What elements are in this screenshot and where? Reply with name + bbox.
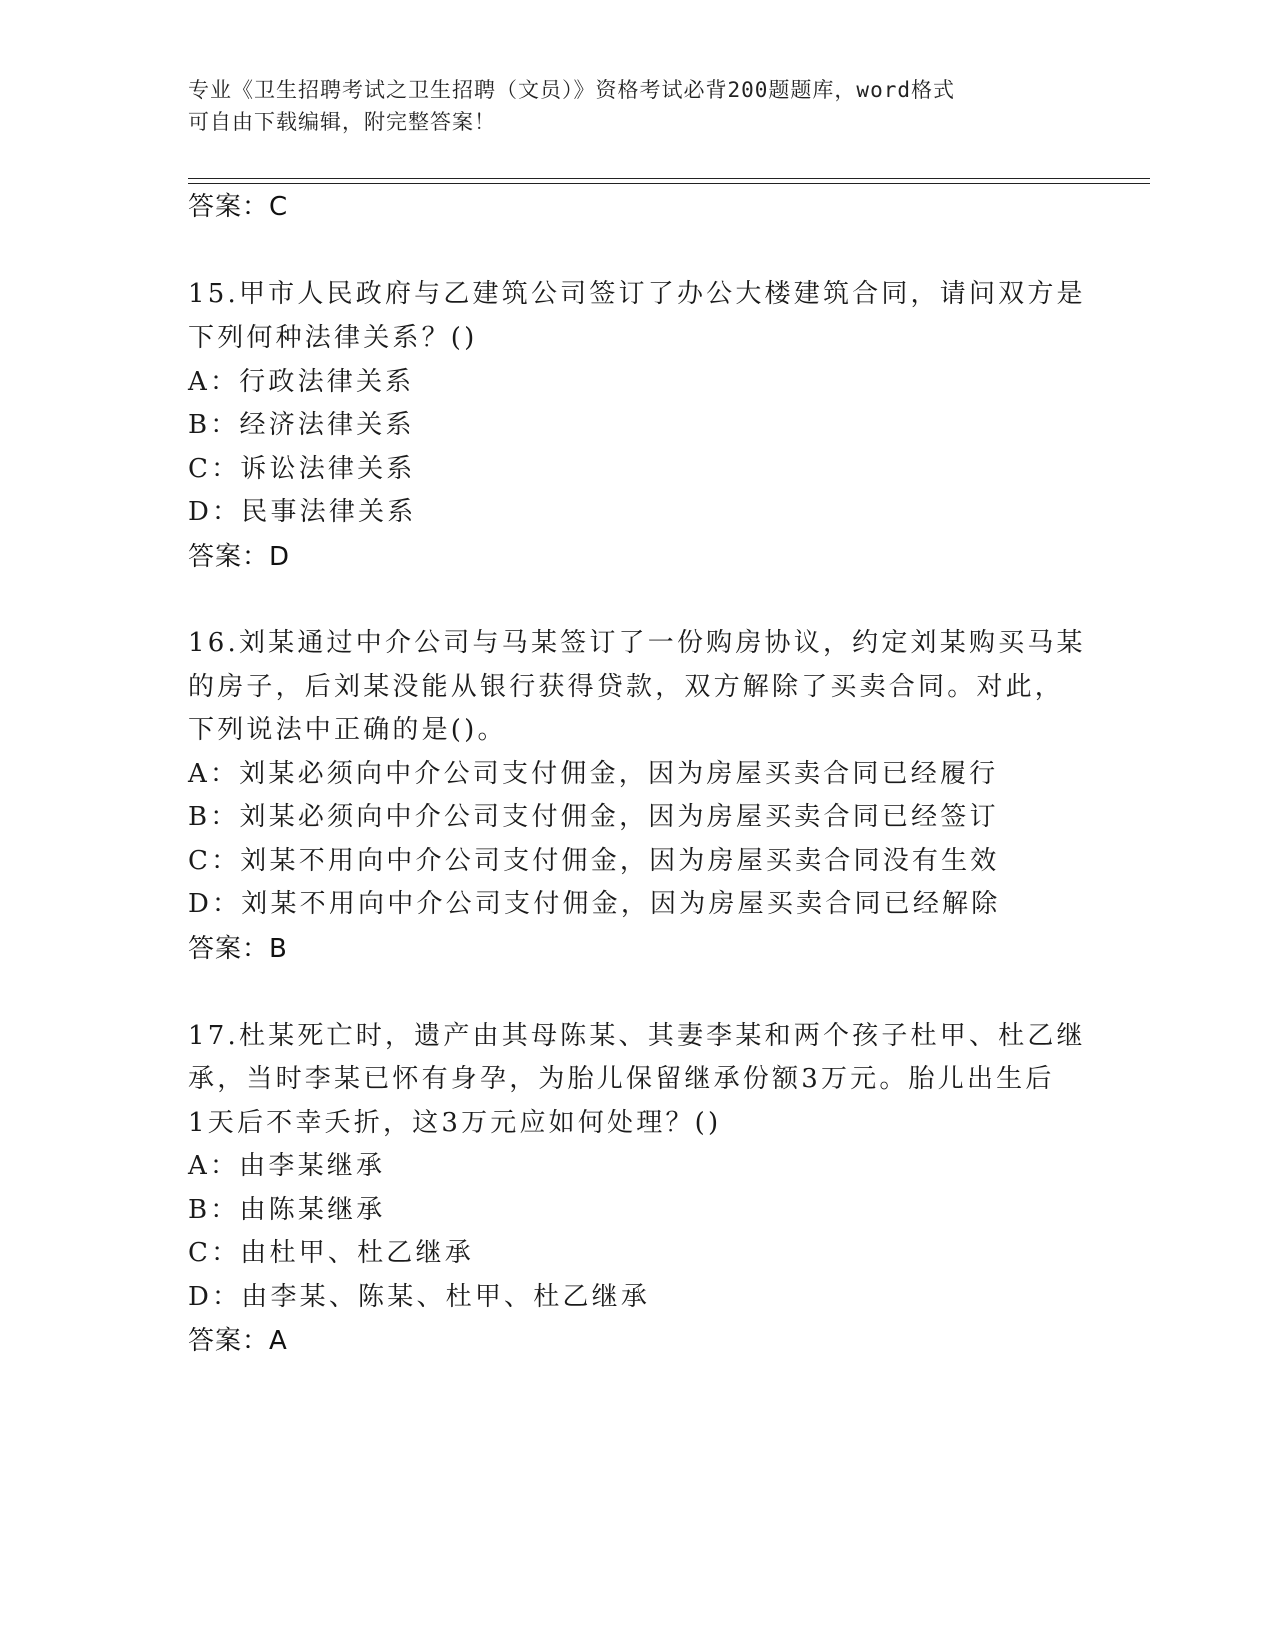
- option-d: D：民事法律关系: [188, 497, 417, 527]
- question-stem-line: 的房子，后刘某没能从银行获得贷款，双方解除了买卖合同。对此，: [188, 672, 1065, 702]
- question-stem-line: 1天后不幸夭折，这3万元应如何处理？(): [188, 1108, 722, 1138]
- option-c: C：由杜甲、杜乙继承: [188, 1238, 474, 1268]
- question-stem-line: 下列何种法律关系？(): [188, 323, 478, 353]
- question-stem-line: 16.刘某通过中介公司与马某签订了一份购房协议，约定刘某购买马某: [188, 628, 1086, 658]
- option-c: C：刘某不用向中介公司支付佣金，因为房屋买卖合同没有生效: [188, 846, 1000, 876]
- option-c: C：诉讼法律关系: [188, 454, 416, 484]
- question-stem-line: 17.杜某死亡时，遗产由其母陈某、其妻李某和两个孩子杜甲、杜乙继: [188, 1021, 1086, 1051]
- question-stem-line: 下列说法中正确的是()。: [188, 715, 507, 745]
- answer: 答案：B: [188, 934, 288, 964]
- question-stem-line: 15.甲市人民政府与乙建筑公司签订了办公大楼建筑合同，请问双方是: [188, 279, 1086, 309]
- header-line-1: 专业《卫生招聘考试之卫生招聘（文员）》资格考试必背200题题库，word格式: [188, 78, 955, 102]
- option-d: D：由李某、陈某、杜甲、杜乙继承: [188, 1282, 651, 1312]
- option-a: A：行政法律关系: [188, 367, 415, 397]
- option-b: B：经济法律关系: [188, 410, 415, 440]
- option-d: D：刘某不用向中介公司支付佣金，因为房屋买卖合同已经解除: [188, 889, 1001, 919]
- answer: 答案：D: [188, 542, 291, 572]
- previous-answer: 答案：C: [188, 192, 289, 222]
- header-line-2: 可自由下载编辑，附完整答案！: [188, 110, 496, 134]
- option-b: B：刘某必须向中介公司支付佣金，因为房屋买卖合同已经签订: [188, 802, 999, 832]
- option-a: A：刘某必须向中介公司支付佣金，因为房屋买卖合同已经履行: [188, 759, 999, 789]
- option-a: A：由李某继承: [188, 1151, 386, 1181]
- header-divider-top: [188, 178, 1150, 179]
- question-stem-line: 承，当时李某已怀有身孕，为胎儿保留继承份额3万元。胎儿出生后: [188, 1064, 1055, 1094]
- answer: 答案：A: [188, 1326, 288, 1356]
- document-header: [188, 74, 1068, 138]
- header-divider-bottom: [188, 183, 1150, 184]
- option-b: B：由陈某继承: [188, 1195, 386, 1225]
